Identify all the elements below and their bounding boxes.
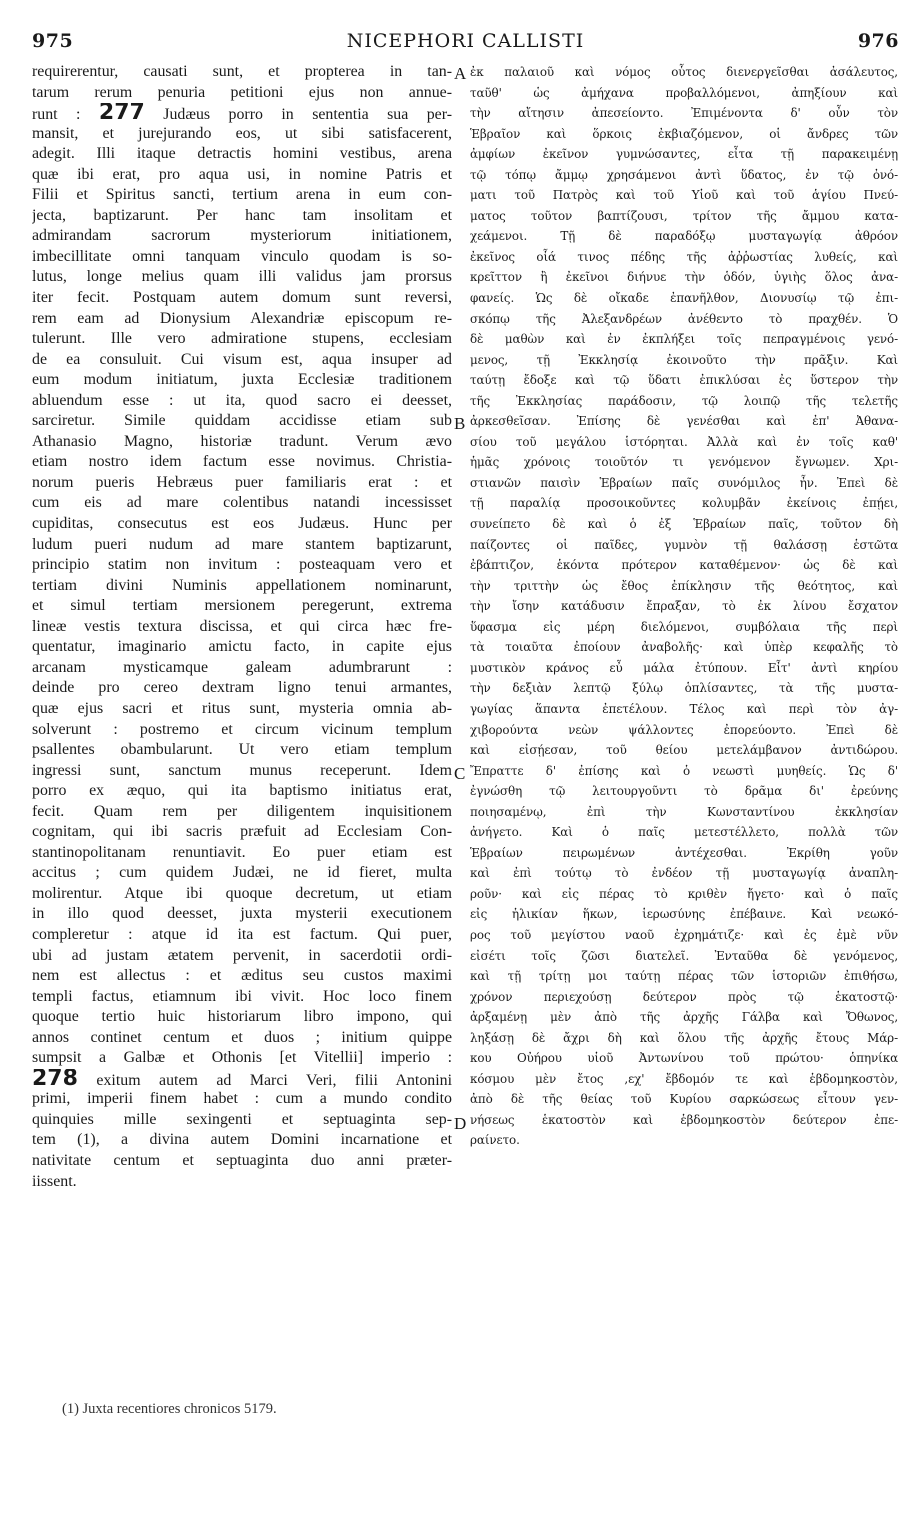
latin-line: quæ ejus sacri et ritus sunt, mysteria omnia ab- xyxy=(32,699,452,717)
latin-line: primi, imperii finem habet : cum a mundo condito xyxy=(32,1090,452,1108)
greek-line: καὶ ἐπὶ τούτῳ τὸ ἐνδέον τῇ μυσταγωγίᾳ ἀναπλη- xyxy=(470,866,898,881)
running-title: NICEPHORI CALLISTI xyxy=(346,30,585,52)
latin-line: Athanasio Magno, historiæ tradunt. Verum ævo xyxy=(32,432,452,450)
latin-line: quoque tertio huic historiarum libro impono, qui xyxy=(32,1008,452,1026)
greek-line: ἀρξαμένῃ μὲν ἀπὸ τῆς ἀρχῆς Γάλβα καὶ Ὄθωνος, xyxy=(470,1010,898,1025)
greek-line: τὴν δεξιὰν λεπτῷ ξύλῳ ὁπλίσαντες, τὰ τῆς μυστα- xyxy=(470,681,898,696)
latin-line: quinquies mille sexingenti et septuaginta sep- xyxy=(32,1110,452,1128)
greek-line: τῇ παραλίᾳ προσοικοῦντες κολυμβᾶν ἐκείνοις ἐπῄει, xyxy=(470,496,898,511)
latin-line: annos continet centum et duos ; initium quippe xyxy=(32,1028,452,1046)
latin-line xyxy=(32,1069,452,1090)
greek-line: χεάμενοι. Τῇ δὲ παραδόξῳ μυσταγωγίᾳ ἀθρόον xyxy=(470,229,898,244)
greek-line: δὲ μαθὼν καὶ ἐν ἐκπλήξει τοῖς πεπραγμένοις γενό- xyxy=(470,332,898,347)
latin-line: ubi ad justam ætatem pervenit, in sacerdotii ordi- xyxy=(32,946,452,964)
latin-line: etiam nostro idem factum esse novimus. Christia- xyxy=(32,453,452,471)
greek-line: ματος τοῦτον βαπτίζουσι, τρίτον τῆς ἄμμου κατα- xyxy=(470,208,898,223)
latin-line: mansit, et jurejurando eos, ut sibi satisfacerent, xyxy=(32,124,452,142)
greek-line: ραίνετο. xyxy=(470,1133,520,1148)
latin-line: et simul tertiam mersionem peregerunt, extrema xyxy=(32,597,452,615)
latin-line: norum pueris Hebræus puer familiaris erat : et xyxy=(32,473,452,491)
greek-line: τῷ τόπῳ ἄμμῳ χρησάμενοι ἀντὶ ὕδατος, ἐν τῷ ὀνό- xyxy=(470,167,898,182)
latin-column xyxy=(32,62,452,1192)
running-header xyxy=(32,30,899,56)
greek-line: ἀρκεσθεῖσαν. Ἐπίσης δὲ γενέσθαι καὶ ἐπ' Ἀθανα- xyxy=(470,414,898,429)
latin-line: Filii et Spiritus sancti, tertium arena in eum con- xyxy=(32,186,452,204)
latin-line: nem est allectus : et æditus seu custos maximi xyxy=(32,967,452,985)
footnote: (1) Juxta recentiores chronicos 5179. xyxy=(62,1401,277,1417)
column-number: 277 xyxy=(98,103,145,124)
latin-line: compleretur : atque id ita est factum. Qui puer, xyxy=(32,925,452,943)
greek-line: κου Οὐήρου υἱοῦ Ἀντωνίνου τοῦ πρώτου· ὁπηνίκα xyxy=(470,1051,898,1066)
greek-line: Ἑβραίων πειρωμένων ἀντέχεσθαι. Ἐκρίθη γοῦν xyxy=(470,845,898,860)
latin-line: in illo quod deesset, juxta mysterii executionem xyxy=(32,905,452,923)
latin-line: lineæ vestis textura discissa, et qui circa hæc fre- xyxy=(32,617,452,635)
greek-line: τὴν αἴτησιν ἀπεσείοντο. Ἐπιμένοντα δ' οὖν τὸν xyxy=(470,106,898,121)
latin-line: quentatur, imaginario amictu facto, in capite ejus xyxy=(32,638,452,656)
greek-line: Ἔπραττε δ' ἐπίσης καὶ ὁ νεωστὶ μυηθείς. Ὡς δ' xyxy=(470,763,898,778)
greek-line: ἀμφίων ἐκεῖνον γυμνώσαντες, εἶτα τῇ παρακειμένῃ xyxy=(470,147,898,162)
latin-line: requirerentur, causati sunt, et propterea in tan- xyxy=(32,63,452,80)
greek-line: φανείς. Ὡς δὲ οἴκαδε ἐπανῆλθον, Διονυσίῳ τῷ ἐπι- xyxy=(470,291,898,306)
latin-line: templi factus, etiamnum ibi vivit. Hoc loco finem xyxy=(32,987,452,1005)
column-number: 278 xyxy=(32,1068,78,1090)
greek-line: γωγίας ἅπαντα ἐπετέλουν. Τέλος καὶ περὶ τὸν ἀγ- xyxy=(470,701,898,716)
latin-line: cognitam, qui ibi sacris præfuit ad Ecclesiam Con- xyxy=(32,823,452,841)
greek-line: ὕφασμα εἰς μέρη διελόμενοι, συμβόλαια τῆς περὶ xyxy=(470,619,898,634)
greek-line: εἰς ἡλικίαν ἥκων, ἱερωσύνης ἐπέβαινε. Καὶ νεωκό- xyxy=(470,907,898,922)
greek-line: νήσεως ἑκατοστὸν καὶ ἑβδομηκοστὸν δεύτερον ἐπε- xyxy=(470,1112,898,1127)
latin-line: admirandam sacrorum mysteriorum initiationem, xyxy=(32,227,452,245)
greek-line: ποιησαμένῳ, ἐπὶ τὴν Κωνσταντίνου ἐκκλησίαν xyxy=(470,804,898,819)
greek-line: ἐβάπτιζον, ἑκόντα πρότερον καταθέμενον· ὡς δὲ καὶ xyxy=(470,558,898,573)
latin-line: stantinopolitanam renuntiavit. Eo puer etiam est xyxy=(32,843,452,861)
latin-line xyxy=(32,103,452,124)
latin-line: de ea consuluit. Cui visum est, aqua insuper ad xyxy=(32,350,452,368)
latin-line: solverunt : postremo et circum vicinum templum xyxy=(32,720,452,738)
latin-line: psallentes obambularunt. Ut vero etiam templum xyxy=(32,741,452,759)
latin-line: tulerunt. Ille vero admiratione stupens, ecclesiam xyxy=(32,330,452,348)
latin-line: arcanam mysticamque galeam adumbrarunt : xyxy=(32,658,452,676)
latin-line: tem (1), a divina autem Domini incarnatione et xyxy=(32,1131,452,1149)
page-number-left: 975 xyxy=(32,30,74,52)
greek-line: ματι τοῦ Πατρὸς καὶ τοῦ Υἱοῦ καὶ τοῦ ἁγίου Πνεύ- xyxy=(470,188,898,203)
latin-line: ludum pueri nudum ad mare stantem baptizarunt, xyxy=(32,535,452,553)
latin-line: rem eam ad Dionysium Alexandriæ episcopum re- xyxy=(32,309,452,327)
greek-line: Ἑβραῖον καὶ ὅρκοις ἐκβιαζόμενον, οἱ ἄνδρες τῶν xyxy=(470,126,898,141)
greek-line: συνείπετο δὲ καὶ ὁ ἐξ Ἑβραίων παῖς, τοῦτον δὴ xyxy=(470,517,898,532)
latin-line: accitus ; cum quidem Judæi, ne id fieret, multa xyxy=(32,864,452,882)
greek-line: καὶ τῇ τρίτῃ μοι ταύτῃ πέρας τῶν ἱστοριῶν ἐπιθήσω, xyxy=(470,969,898,984)
margin-marker-b: B xyxy=(454,414,466,433)
greek-line: ἀνήγετο. Καὶ ὁ παῖς μετεστέλλετο, πολλὰ τῶν xyxy=(470,825,898,840)
greek-line: ἀπὸ δὲ τῆς θείας τοῦ Κυρίου σαρκώσεως εἶτουν γεν- xyxy=(470,1092,898,1107)
latin-line: principio statim non invitum : posteaquam vero et xyxy=(32,556,452,574)
greek-line: μυστικὸν κράνος εὖ μάλα ἐτύπουν. Εἶτ' ἀντὶ κηρίου xyxy=(470,660,898,675)
latin-line: nativitate centum et septuaginta duo anni præter- xyxy=(32,1151,452,1169)
greek-line: ἐκ παλαιοῦ καὶ νόμος οὗτος διενεργεῖσθαι ἀσάλευτος, xyxy=(470,65,898,79)
latin-line: tertiam divini Numinis appellationem nominarunt, xyxy=(32,576,452,594)
greek-line: ροῦν· καὶ εἰς πέρας τὸ κριθὲν ἤγετο· καὶ ὁ παῖς xyxy=(470,886,898,901)
greek-line: κρεῖττον ἢ ἐκεῖνοι διήνυε τὴν ὁδόν, ὑγιὴς ὅλος ἀνα- xyxy=(470,270,898,285)
latin-line: iter fecit. Postquam autem domum sunt reversi, xyxy=(32,289,452,307)
latin-line: imbecillitate omni tanquam vinculo quodam is so- xyxy=(32,247,452,265)
greek-line: χρόνον περιεχούσῃ δεύτερον πρὸς τῷ ἑκατοστῷ· xyxy=(470,989,898,1004)
latin-line-text: exitum autem ad Marci Veri, filii Antonini xyxy=(77,1071,452,1089)
greek-line: στιανῶν παισὶν Ἑβραίων παῖς συνόμιλος ἦν. Ἐπεὶ δὲ xyxy=(470,475,898,490)
latin-line: porro ex æquo, qui ita baptismo initiatus erat, xyxy=(32,782,452,800)
latin-line: quæ ibi erat, pro aqua usi, in nomine Patris et xyxy=(32,165,452,183)
greek-line: μενος, τῇ Ἐκκλησίᾳ ἐκοινοῦτο τὴν πρᾶξιν. Καὶ xyxy=(470,352,898,367)
latin-line: lutus, longe melius quam illi validus jam prorsus xyxy=(32,268,452,286)
greek-line: ἐγνώσθη τῷ λειτουργοῦντι τὸ δρᾶμα δι' ἐρεύνης xyxy=(470,784,898,799)
page-number-right: 976 xyxy=(857,30,899,52)
latin-line: iissent. xyxy=(32,1172,77,1190)
greek-line: εἰσέτι τοῖς ζῶσι διατελεῖ. Ἐνταῦθα δὲ γενόμενος, xyxy=(470,948,898,963)
latin-line: tarum rerum penuria petitioni ejus non annue- xyxy=(32,83,452,101)
greek-line: τὴν ἴσην κατάδυσιν ἔπραξαν, τὸ ἐκ λίνου ἔσχατον xyxy=(470,599,898,614)
latin-line: sumpsit a Galbæ et Othonis [et Vitellii] imperio : xyxy=(32,1049,452,1067)
latin-line: ingressi sunt, sanctum munus receperunt. Idem xyxy=(32,761,452,779)
latin-line-text: Judæus porro in sententia sua per- xyxy=(144,106,452,124)
latin-line-text: runt : xyxy=(32,106,99,124)
latin-line: cum eis ad mare colentibus natandi incessisset xyxy=(32,494,452,512)
latin-line: deinde pro cereo dextram ligno tenui armantes, xyxy=(32,679,452,697)
greek-line: ταύτῃ ἔδοξε καὶ τῷ ὕδατι ἐπικλύσαι ἐς ὕστερον τὴν xyxy=(470,373,898,388)
greek-line: τὰ τοιαῦτα ἐποίουν ἀναβολῆς· καὶ ὑπὲρ κεφαλῆς τὸ xyxy=(470,640,898,655)
latin-line: jecta, baptizarunt. Per hanc tam insolitam et xyxy=(32,206,452,224)
greek-line: ρος τοῦ μεγίστου ναοῦ ἐχρημάτιζε· καὶ ἐς ἐμὲ νῦν xyxy=(470,927,898,942)
greek-line: σίου τοῦ μεγάλου ἱστόρηται. Ἀλλὰ καὶ ἐν τοῖς καθ' xyxy=(470,434,898,449)
greek-line: τὴν τριττὴν ὡς ἔθος ἐπίκλησιν τῆς θεότητος, καὶ xyxy=(470,578,898,593)
greek-line: ἡμᾶς χρόνοις τοιοῦτόν τι γενόμενον ἔγνωμεν. Χρι- xyxy=(470,455,898,470)
latin-line: fecit. Quam rem per diligentem inquisitionem xyxy=(32,802,452,820)
greek-line: τῆς Ἐκκλησίας παράδοσιν, τῷ λοιπῷ τῆς τελετῆς xyxy=(470,393,898,408)
latin-line: cupiditas, consecutus est eos Judæus. Hunc per xyxy=(32,515,452,533)
latin-line: molirentur. Atque ibi quoque decretum, ut etiam xyxy=(32,884,452,902)
greek-line: παίζοντες οἱ παῖδες, γυμνὸν τῇ θαλάσσῃ ἑστῶτα xyxy=(470,537,898,552)
latin-line: adegit. Illi itaque detractis homini vestibus, arena xyxy=(32,145,452,163)
margin-marker-d: D xyxy=(454,1114,467,1133)
latin-line: eum modum initiatum, juxta Ecclesiæ traditionem xyxy=(32,371,452,389)
greek-line: σκόπῳ τῆς Ἀλεξανδρέων ἀνέθεντο τὸ πραχθέν. Ὁ xyxy=(470,311,898,326)
margin-marker-a: A xyxy=(454,64,467,83)
greek-line: ταῦθ' ὡς ἀμήχανα προβαλλόμενοι, ἀπηξίουν καὶ xyxy=(470,85,898,100)
greek-line: ἐκεῖνος οἷά τινος πέδης τῆς ἀῤῥωστίας λυθείς, καὶ xyxy=(470,249,898,264)
latin-line: sarciretur. Simile quiddam accidisse etiam sub xyxy=(32,412,452,430)
greek-line: ληξάσῃ δὲ ἄχρι δὴ καὶ ὅλου τῆς ἀρχῆς ἔτους Μάρ- xyxy=(470,1030,898,1045)
greek-line: καὶ εἰσῄεσαν, τοῦ θείου μετελάμβανον ἀντιδώρου. xyxy=(470,743,898,758)
greek-line: χιβορούντα νεὼν ψάλλοντες ἐπορεύοντο. Ἐπεὶ δὲ xyxy=(470,722,898,737)
greek-line: κόσμου μὲν ἔτος ,εχ' ἔβδομόν τε καὶ ἑβδομηκοστὸν, xyxy=(470,1071,898,1086)
latin-line: abluendum esse : ut ita, quod sacro ei deesset, xyxy=(32,391,452,409)
margin-marker-c: C xyxy=(454,764,466,783)
greek-column xyxy=(470,62,898,1151)
